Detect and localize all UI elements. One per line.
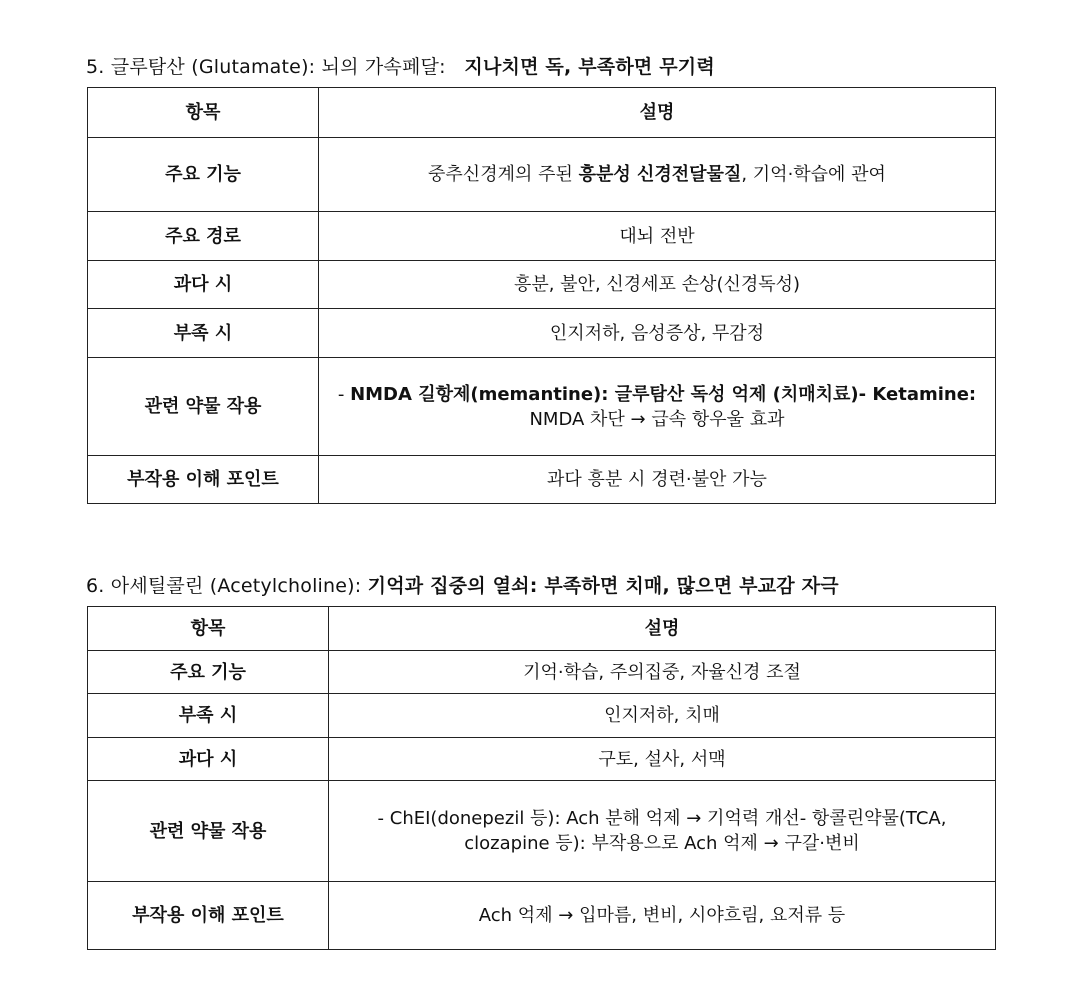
row-value: - ChEI(donepezil 등): Ach 분해 억제 → 기억력 개선- 항콜린약물(TCA, clozapine 등): 부작용으로 Ach 억제 → 구갈·변비 xyxy=(329,781,996,882)
row-value: 과다 흥분 시 경련·불안 가능 xyxy=(319,456,996,504)
row-key: 부족 시 xyxy=(88,309,319,358)
table-row xyxy=(88,309,996,358)
header-item: 항목 xyxy=(88,88,319,138)
glutamate-table xyxy=(87,87,996,504)
row-value-pre: 중추신경계의 주된 xyxy=(428,164,579,185)
table-row xyxy=(88,694,996,738)
header-description: 설명 xyxy=(329,607,996,651)
row-key: 과다 시 xyxy=(88,738,329,781)
row-key: 부작용 이해 포인트 xyxy=(88,882,329,950)
row-value: 흥분, 불안, 신경세포 손상(신경독성) xyxy=(319,261,996,309)
table-header-row xyxy=(88,607,996,651)
row-key: 주요 기능 xyxy=(88,138,319,212)
row-key: 주요 기능 xyxy=(88,651,329,694)
row-value-post: NMDA 차단 → 급속 항우울 효과 xyxy=(529,408,785,430)
section-5-title-prefix: 5. 글루탐산 (Glutamate): 뇌의 가속페달: xyxy=(86,56,446,78)
row-value: 인지저하, 음성증상, 무감정 xyxy=(319,309,996,358)
header-item: 항목 xyxy=(88,607,329,651)
section-6-title-prefix: 6. 아세틸콜린 (Acetylcholine): xyxy=(86,575,362,597)
row-key: 관련 약물 작용 xyxy=(88,358,319,456)
row-key: 관련 약물 작용 xyxy=(88,781,329,882)
row-value xyxy=(319,358,996,456)
header-description: 설명 xyxy=(319,88,996,138)
row-value: 대뇌 전반 xyxy=(319,212,996,261)
table-row xyxy=(88,358,996,456)
row-key: 주요 경로 xyxy=(88,212,319,261)
table-row xyxy=(88,138,996,212)
table-row xyxy=(88,882,996,950)
row-value-strong: NMDA 길항제(memantine): 글루탐산 독성 억제 (치매치료)- Ketamine: xyxy=(350,383,977,405)
table-header-row xyxy=(88,88,996,138)
table-row xyxy=(88,781,996,882)
row-key: 부작용 이해 포인트 xyxy=(88,456,319,504)
row-value-pre: - xyxy=(337,383,351,405)
table-row xyxy=(88,261,996,309)
row-value-strong: 흥분성 신경전달물질 xyxy=(578,164,742,185)
row-value-post: , 기억·학습에 관여 xyxy=(741,164,886,185)
table-row xyxy=(88,212,996,261)
row-key: 과다 시 xyxy=(88,261,319,309)
row-value: 기억·학습, 주의집중, 자율신경 조절 xyxy=(329,651,996,694)
row-key: 부족 시 xyxy=(88,694,329,738)
section-5-title-rest: 지나치면 독, 부족하면 무기력 xyxy=(464,56,715,78)
section-5-title xyxy=(86,52,715,79)
section-6-title xyxy=(86,571,839,598)
row-value: 인지저하, 치매 xyxy=(329,694,996,738)
row-value: 구토, 설사, 서맥 xyxy=(329,738,996,781)
acetylcholine-table xyxy=(87,606,996,950)
row-value xyxy=(319,138,996,212)
section-6-title-rest: 기억과 집중의 열쇠: 부족하면 치매, 많으면 부교감 자극 xyxy=(367,575,839,597)
table-row xyxy=(88,456,996,504)
table-row xyxy=(88,738,996,781)
row-value: Ach 억제 → 입마름, 변비, 시야흐림, 요저류 등 xyxy=(329,882,996,950)
table-row xyxy=(88,651,996,694)
